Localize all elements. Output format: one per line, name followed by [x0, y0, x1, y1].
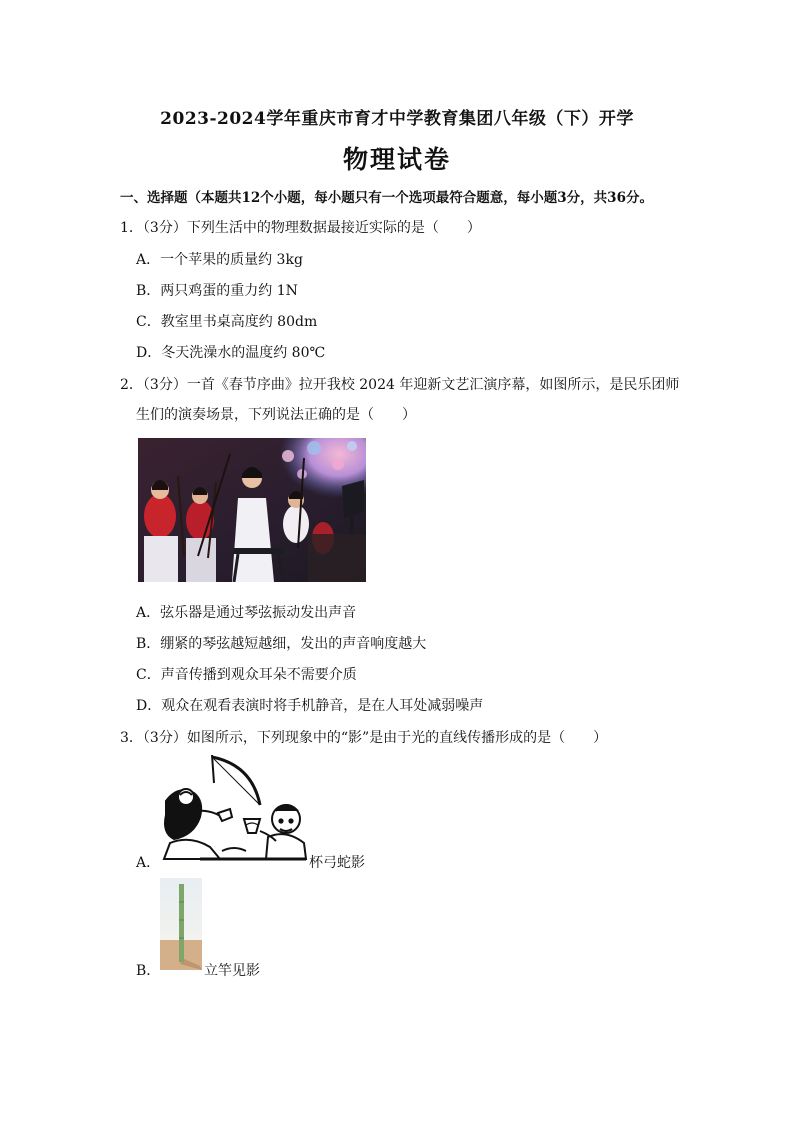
question-3-option-b-caption: 立竿见影 — [204, 963, 260, 979]
question-2-option-c: C．声音传播到观众耳朵不需要介质 — [136, 667, 357, 683]
question-1-stem: 1．（3分）下列生活中的物理数据最接近实际的是（ ） — [120, 220, 481, 236]
exam-title: 2023-2024学年重庆市育才中学教育集团八年级（下）开学 — [160, 109, 634, 129]
question-3-stem: 3．（3分）如图所示，下列现象中的“影”是由于光的直线传播形成的是（ ） — [120, 730, 608, 746]
question-2-option-b: B．绷紧的琴弦越短越细，发出的声音响度越大 — [136, 636, 427, 652]
question-2-option-a: A．弦乐器是通过琴弦振动发出声音 — [136, 605, 357, 621]
pole-shadow-illustration — [160, 878, 202, 970]
question-3-option-b-letter: B． — [136, 963, 161, 979]
question-3-option-a-letter: A． — [136, 855, 161, 871]
question-2-stem-cont: 生们的演奏场景，下列说法正确的是（ ） — [136, 407, 416, 423]
question-1-option-b: B．两只鸡蛋的重力约 1N — [136, 283, 298, 299]
exam-subject: 物理试卷 — [342, 145, 451, 174]
question-1-option-c: C．教室里书桌高度约 80dm — [136, 314, 318, 330]
question-2-option-d: D．观众在观看表演时将手机静音，是在人耳处减弱噪声 — [136, 698, 484, 714]
question-3-option-a-caption: 杯弓蛇影 — [309, 855, 365, 871]
orchestra-photo — [138, 438, 366, 582]
question-2-stem: 2．（3分）一首《春节序曲》拉开我校 2024 年迎新文艺汇演序幕，如图所示，是民乐团师 — [120, 377, 680, 393]
question-1-option-a: A．一个苹果的质量约 3kg — [136, 252, 303, 268]
question-1-option-d: D．冬天洗澡水的温度约 80℃ — [136, 345, 326, 361]
section-heading: 一、选择题（本题共12个小题，每小题只有一个选项最符合题意，每小题3分，共36分。 — [120, 190, 653, 206]
bow-shadow-illustration — [160, 755, 308, 863]
